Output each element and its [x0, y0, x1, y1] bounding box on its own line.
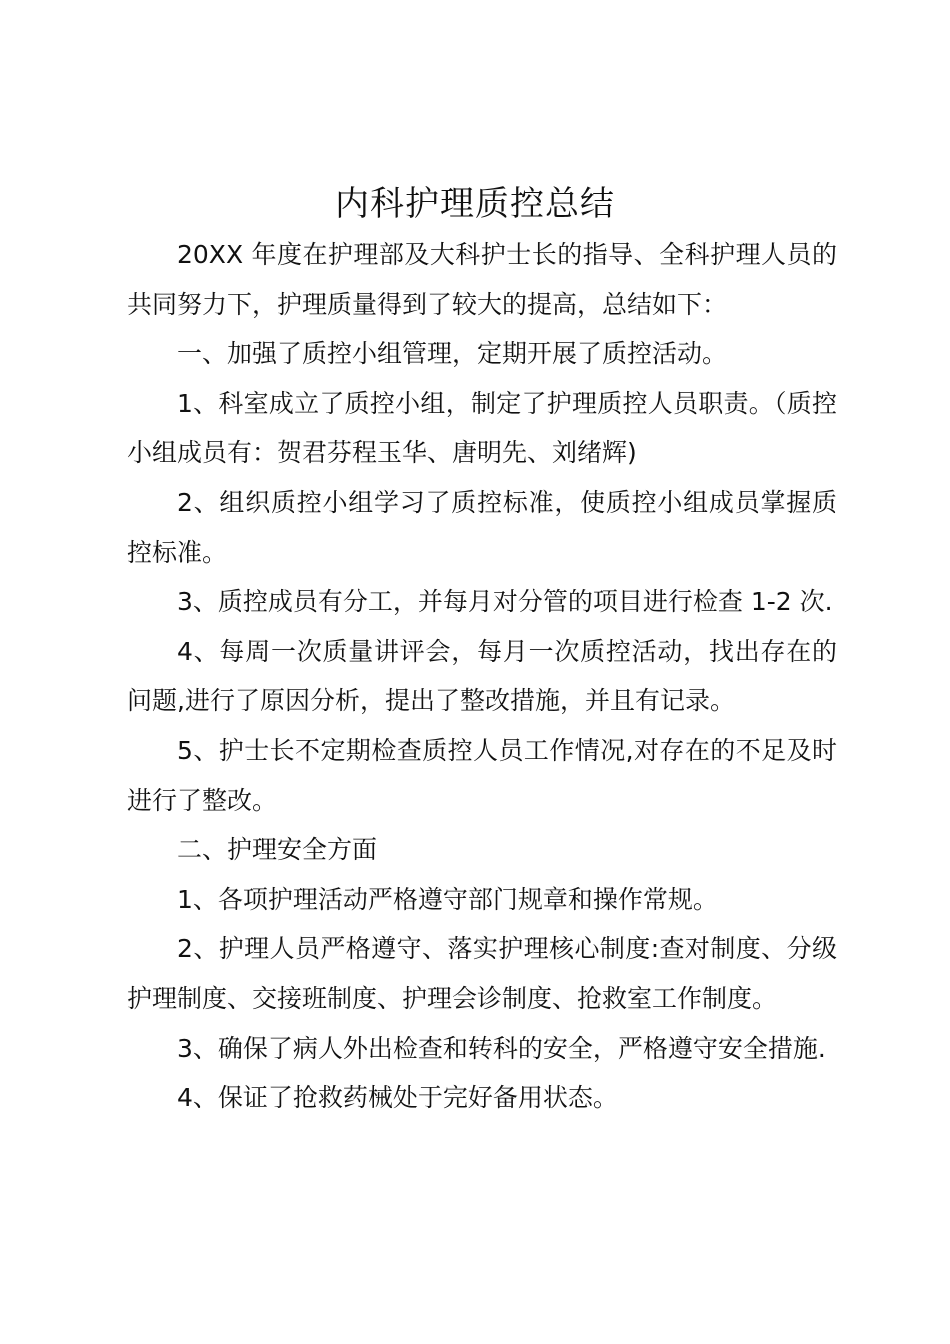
document-body [127, 230, 837, 1123]
list-item-patient-transfer: 3、确保了病人外出检查和转科的安全，严格遵守安全措施. [177, 1033, 826, 1063]
section-heading-quality-control: 一、加强了质控小组管理，定期开展了质控活动。 [177, 339, 728, 369]
list-item-qc-group: 1、科室成立了质控小组，制定了护理质控人员职责。（质控小组成员有：贺君芬程玉华、唐明先、刘绪辉) [127, 388, 837, 468]
intro-paragraph: 20XX 年度在护理部及大科护士长的指导、全科护理人员的共同努力下，护理质量得到了较大的提高，总结如下： [127, 240, 837, 319]
list-item-qc-meetings: 4、每周一次质量讲评会，每月一次质控活动，找出存在的问题,进行了原因分析，提出了整改措施，并且有记录。 [127, 636, 837, 716]
list-item-core-systems: 2、护理人员严格遵守、落实护理核心制度:查对制度、分级护理制度、交接班制度、护理会诊制度、抢救室工作制度。 [127, 934, 837, 1013]
list-item-regulations: 1、各项护理活动严格遵守部门规章和操作常规。 [177, 884, 718, 914]
section-heading-safety: 二、护理安全方面 [177, 835, 378, 865]
list-item-rescue-equipment: 4、保证了抢救药械处于完好备用状态。 [177, 1083, 618, 1113]
document-title: 内科护理质控总结 [335, 184, 615, 224]
list-item-qc-division: 3、质控成员有分工，并每月对分管的项目进行检查 1-2 次. [177, 587, 833, 617]
list-item-head-nurse-checks: 5、护士长不定期检查质控人员工作情况,对存在的不足及时进行了整改。 [127, 735, 837, 815]
list-item-qc-standards: 2、组织质控小组学习了质控标准，使质控小组成员掌握质控标准。 [127, 487, 837, 567]
